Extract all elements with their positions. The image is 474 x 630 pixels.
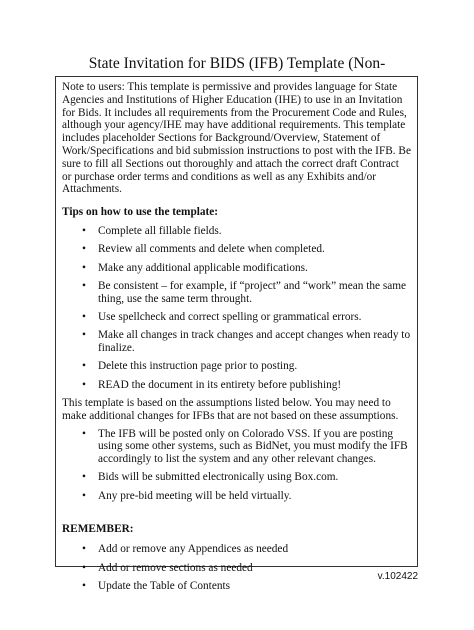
- bullet-icon: •: [82, 427, 86, 440]
- list-item: • Complete all fillable fields.: [82, 224, 222, 237]
- bullet-icon: •: [82, 378, 86, 391]
- list-item: • Any pre-bid meeting will be held virtually.: [82, 489, 292, 502]
- bullet-icon: •: [82, 561, 86, 574]
- list-item: • Be consistent – for example, if “project” and “work” mean the same thing, use the same term throught.: [82, 279, 407, 305]
- bullet-icon: •: [82, 261, 86, 274]
- bullet-icon: •: [82, 243, 86, 256]
- bullet-icon: •: [82, 579, 86, 592]
- bullet-icon: •: [82, 329, 86, 342]
- list-item: • Delete this instruction page prior to posting.: [82, 360, 298, 373]
- bullet-icon: •: [82, 471, 86, 484]
- bullet-icon: •: [82, 310, 86, 323]
- list-item: • Bids will be submitted electronically using Box.com.: [82, 471, 339, 484]
- list-item: • Make all changes in track changes and accept changes when ready to finalize.: [82, 329, 411, 355]
- remember-heading: REMEMBER:: [62, 522, 134, 535]
- list-item: • READ the document in its entirety before publishing!: [82, 378, 342, 391]
- list-item: • Use spellcheck and correct spelling or grammatical errors.: [82, 310, 362, 323]
- list-item: • Update the Table of Contents: [82, 579, 231, 592]
- bullet-icon: •: [82, 360, 86, 373]
- list-item: • Review all comments and delete when completed.: [82, 243, 325, 256]
- assumptions-paragraph: This template is based on the assumptions listed below. You may need to make additional changes for IFBs that are not based on these assumptions.: [62, 396, 399, 422]
- document-title: State Invitation for BIDS (IFB) Template (Non-: [88, 55, 386, 72]
- version-label: v.102422: [377, 571, 418, 582]
- tips-heading: Tips on how to use the template:: [62, 206, 219, 219]
- bullet-icon: •: [82, 279, 86, 292]
- remember-list: [62, 543, 411, 592]
- assumptions-list: [62, 428, 411, 503]
- tips-list: [62, 225, 411, 391]
- list-item: • The IFB will be posted only on Colorado VSS. If you are posting using some other systems, such as BidNet, you must modify the IFB accordingly to list the system and any other relevant changes.: [82, 427, 408, 466]
- bullet-icon: •: [82, 489, 86, 502]
- list-item: • Add or remove sections as needed: [82, 561, 253, 574]
- note-paragraph: Note to users: This template is permissive and provides language for State Agencies and Institutions of Higher Education (IHE) to use in an Invitation for Bids. It includes all requirements from the Procurement Code and Rules, although your agency/IHE may have additional requirements. This template includes placeholder Sections for Background/Overview, Statement of Work/Specifications and bid submission instructions to post with the IFB. Be sure to fill all Sections out thoroughly and attach the correct draft Contract or purchase order terms and conditions as well as any Exhibits and/or Attachments.: [62, 81, 411, 196]
- list-item: • Add or remove any Appendices as needed: [82, 543, 289, 556]
- list-item: • Make any additional applicable modifications.: [82, 261, 308, 274]
- bullet-icon: •: [82, 224, 86, 237]
- bullet-icon: •: [82, 543, 86, 556]
